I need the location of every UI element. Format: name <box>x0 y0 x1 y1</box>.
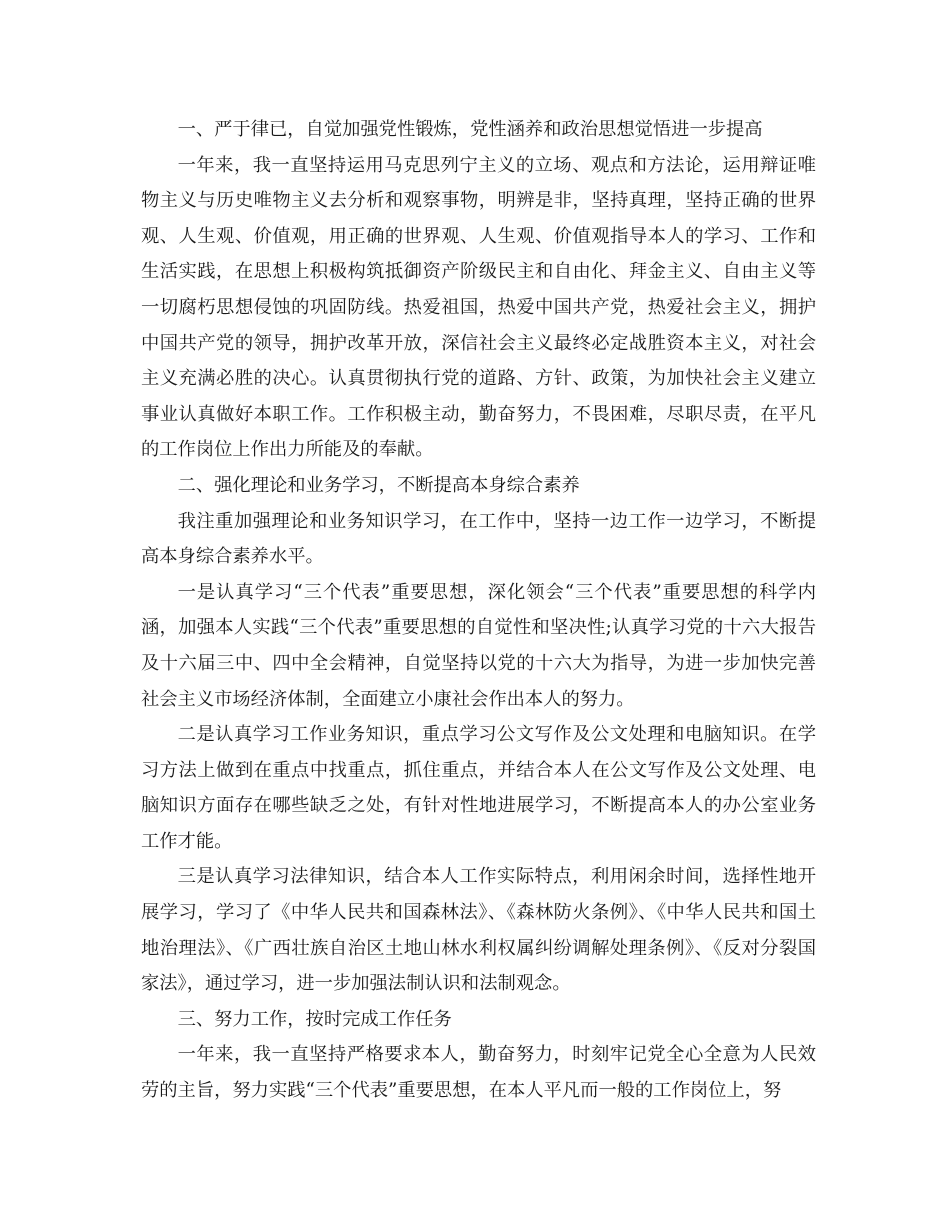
paragraph-work: 一年来，我一直坚持严格要求本人，勤奋努力，时刻牢记党全心全意为人民效劳的主旨，努力实践“三个代表”重要思想，在本人平凡而一般的工作岗位上，努 <box>141 1044 816 1102</box>
paragraph-study-intro: 我注重加强理论和业务知识学习，在工作中，坚持一边工作一边学习，不断提高本身综合素养水平。 <box>141 510 816 568</box>
paragraph-political-thought: 一年来，我一直坚持运用马克思列宁主义的立场、观点和方法论，运用辩证唯物主义与历史唯物主义去分析和观察事物，明辨是非，坚持真理，坚持正确的世界观、人生观、价值观，用正确的世界观、人生观、价值观指导本人的学习、工作和生活实践，在思想上积极构筑抵御资产阶级民主和自由化、拜金主义、自由主义等一切腐朽思想侵蚀的巩固防线。热爱祖国，热爱中国共产党，热爱社会主义，拥护中国共产党的领导，拥护改革开放，深信社会主义最终必定战胜资本主义，对社会主义充满必胜的决心。认真贯彻执行党的道路、方针、政策，为加快社会主义建立事业认真做好本职工作。工作积极主动，勤奋努力，不畏困难，尽职尽责，在平凡的工作岗位上作出力所能及的奉献。 <box>141 154 816 461</box>
document-body <box>141 112 816 1109</box>
paragraph-study-law: 三是认真学习法律知识，结合本人工作实际特点，利用闲余时间，选择性地开展学习，学习了《中华人民共和国森林法》、《森林防火条例》、《中华人民共和国土地治理法》、《广西壮族自治区土地山林水利权属纠纷调解处理条例》、《反对分裂国家法》，通过学习，进一步加强法制认识和法制观念。 <box>141 866 816 995</box>
section-heading-2: 二、强化理论和业务学习，不断提高本身综合素养 <box>177 474 580 496</box>
paragraph-study-business: 二是认真学习工作业务知识，重点学习公文写作及公文处理和电脑知识。在学习方法上做到在重点中找重点，抓住重点，并结合本人在公文写作及公文处理、电脑知识方面存在哪些缺乏之处，有针对性地进展学习，不断提高本人的办公室业务工作才能。 <box>141 724 816 852</box>
section-heading-1: 一、严于律已，自觉加强党性锻炼，党性涵养和政治思想觉悟进一步提高 <box>177 119 763 140</box>
paragraph-study-theory: 一是认真学习“三个代表”重要思想，深化领会“三个代表”重要思想的科学内涵，加强本人实践“三个代表”重要思想的自觉性和坚决性;认真学习党的十六大报告及十六届三中、四中全会精神，自觉坚持以党的十六大为指导，为进一步加快完善社会主义市场经济体制，全面建立小康社会作出本人的努力。 <box>141 581 816 710</box>
section-heading-3: 三、努力工作，按时完成工作任务 <box>177 1008 452 1030</box>
